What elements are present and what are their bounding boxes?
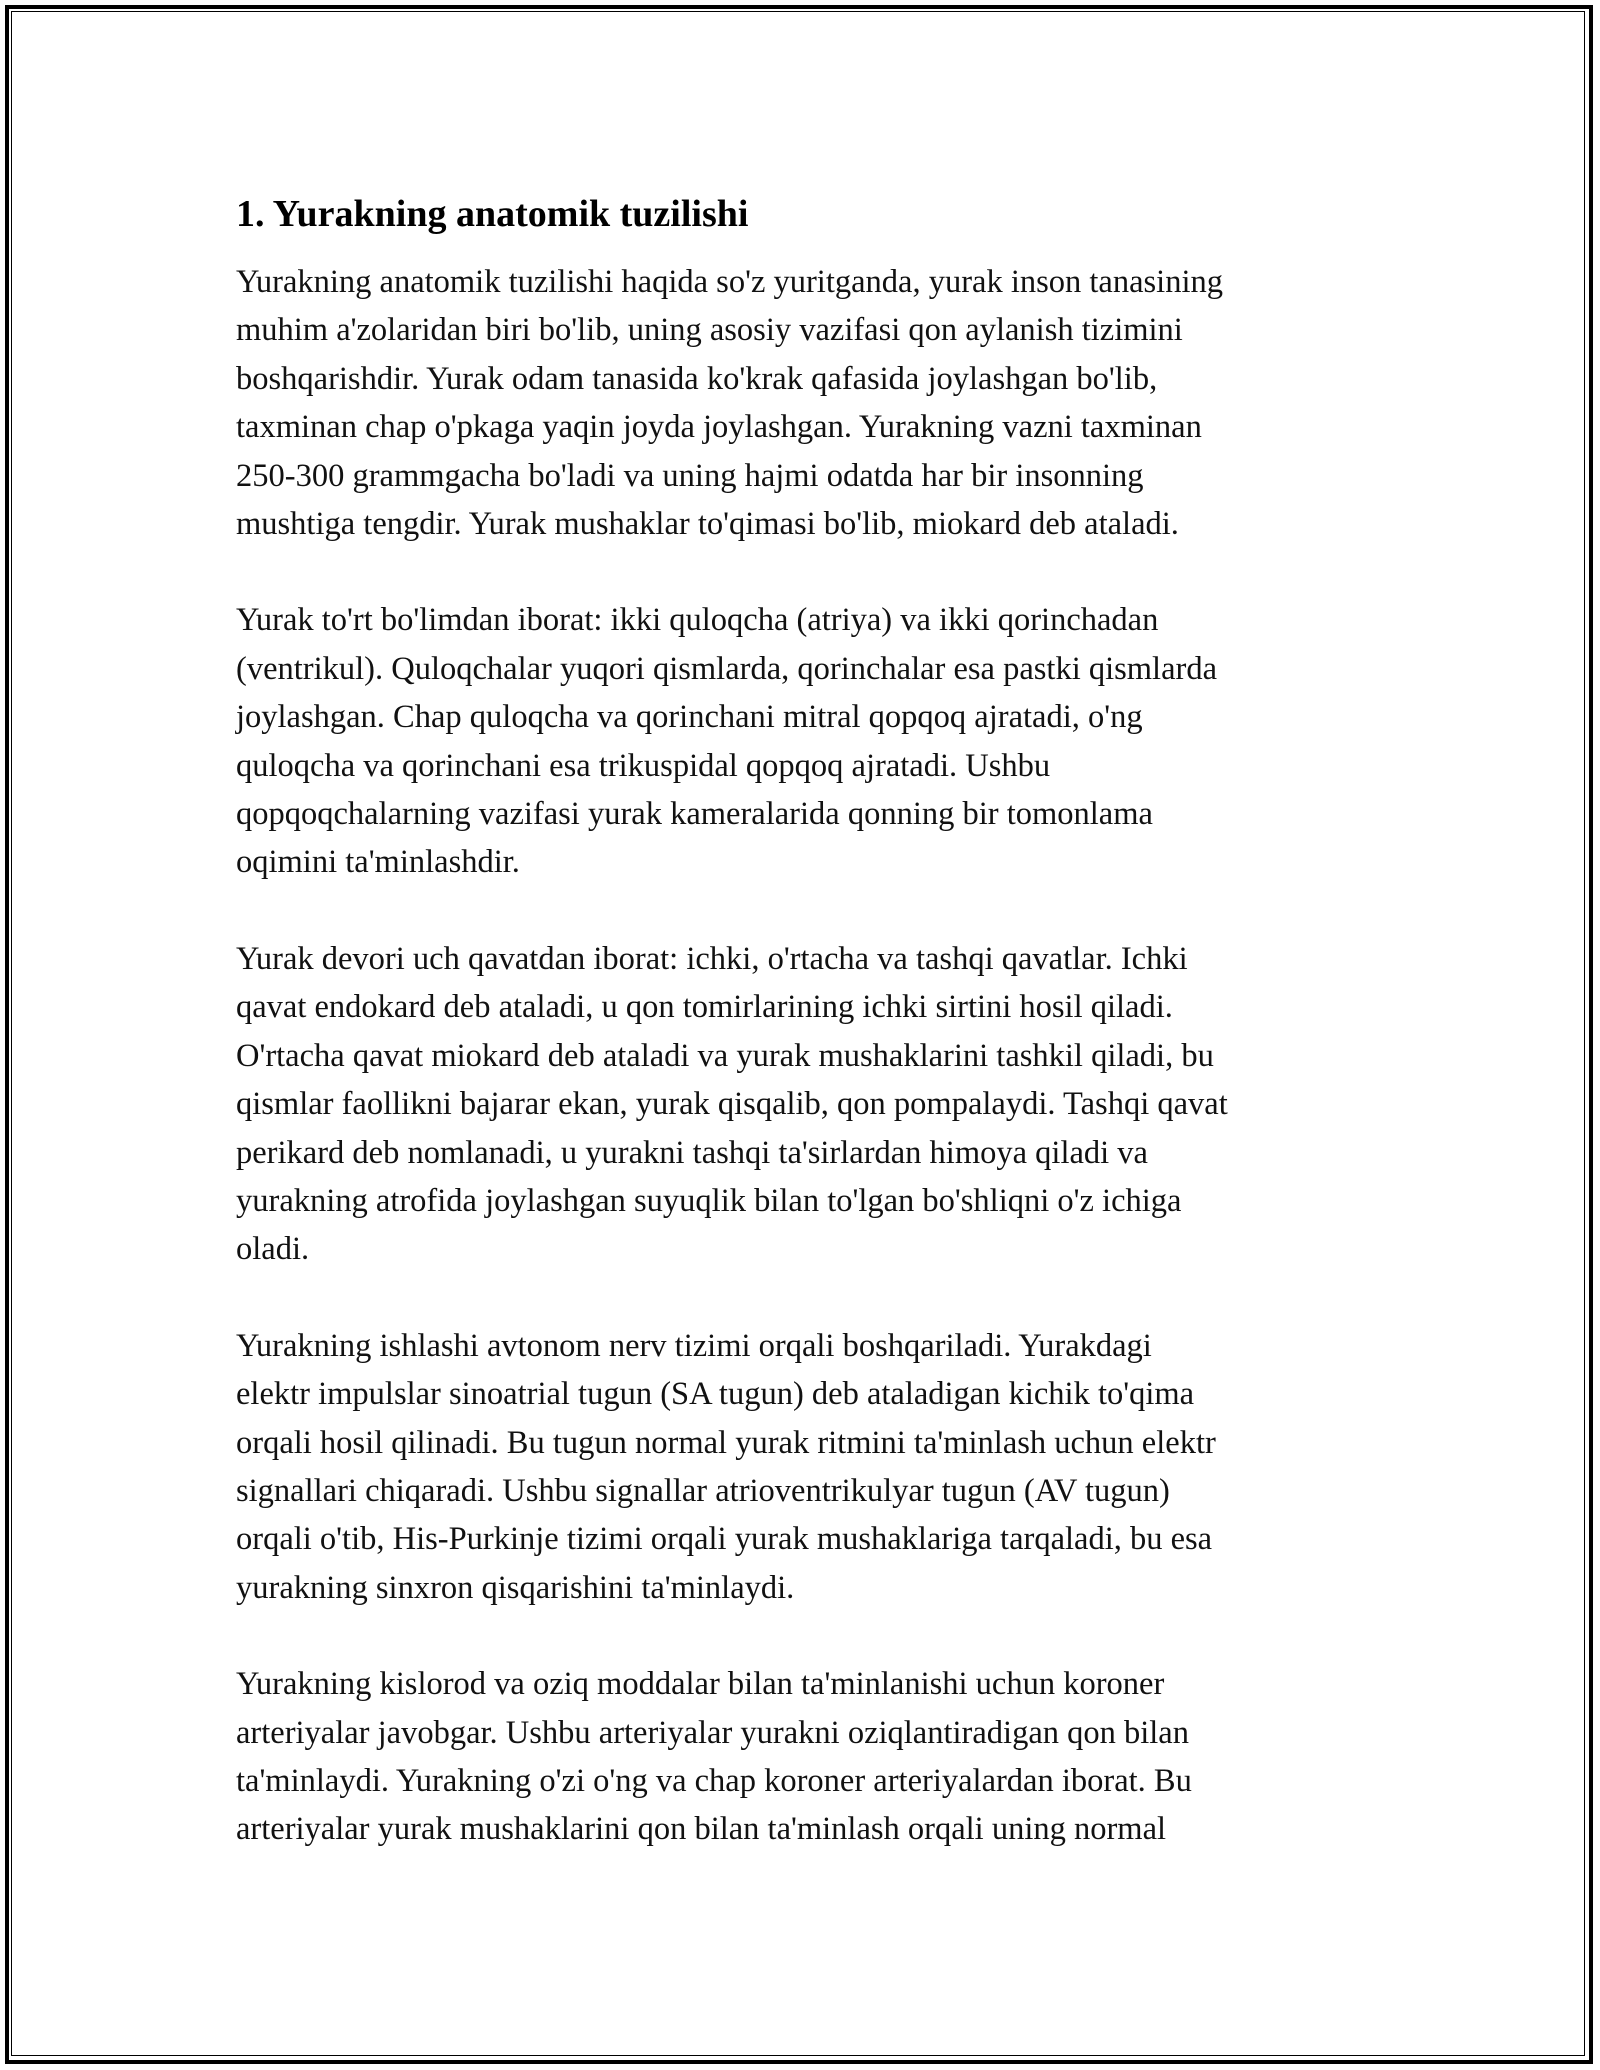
- text-line: muhim a'zolaridan biri bo'lib, uning asosiy vazifasi qon aylanish tizimini: [236, 312, 1183, 349]
- text-line: boshqarishdir. Yurak odam tanasida ko'krak qafasida joylashgan bo'lib,: [236, 360, 1158, 397]
- text-line: arteriyalar yurak mushaklarini qon bilan ta'minlash orqali uning normal: [236, 1811, 1167, 1848]
- paragraph-2: [236, 596, 1376, 886]
- text-line: 250-300 grammgacha bo'ladi va uning hajmi odatda har bir insonning: [236, 457, 1144, 494]
- text-line: qopqoqchalarning vazifasi yurak kameralarida qonning bir tomonlama: [236, 796, 1153, 833]
- paragraph-4: [236, 1322, 1376, 1612]
- text-line: perikard deb nomlanadi, u yurakni tashqi ta'sirlardan himoya qiladi va: [236, 1134, 1148, 1171]
- text-line: signallari chiqaradi. Ushbu signallar atrioventrikulyar tugun (AV tugun): [236, 1472, 1170, 1509]
- text-line: Yurakning kislorod va oziq moddalar bilan ta'minlanishi uchun koroner: [236, 1666, 1165, 1703]
- text-line: arteriyalar javobgar. Ushbu arteriyalar yurakni oziqlantiradigan qon bilan: [236, 1714, 1189, 1751]
- text-line: qismlar faollikni bajarar ekan, yurak qisqalib, qon pompalaydi. Tashqi qavat: [236, 1086, 1228, 1123]
- text-line: O'rtacha qavat miokard deb ataladi va yurak mushaklarini tashkil qiladi, bu: [236, 1037, 1214, 1074]
- section-heading: 1. Yurakning anatomik tuzilishi: [236, 193, 749, 235]
- paragraph-5: [236, 1660, 1376, 1854]
- text-line: (ventrikul). Quloqchalar yuqori qismlarda, qorinchalar esa pastki qismlarda: [236, 650, 1218, 687]
- text-line: Yurakning anatomik tuzilishi haqida so'z yuritganda, yurak inson tanasining: [236, 264, 1223, 300]
- paragraph-3: [236, 935, 1376, 1274]
- text-line: Yurakning ishlashi avtonom nerv tizimi orqali boshqariladi. Yurakdagi: [236, 1327, 1152, 1364]
- text-line: joylashgan. Chap quloqcha va qorinchani mitral qopqoq ajratadi, o'ng: [236, 699, 1143, 736]
- text-line: Yurak devori uch qavatdan iborat: ichki, o'rtacha va tashqi qavatlar. Ichki: [236, 940, 1188, 977]
- text-line: mushtiga tengdir. Yurak mushaklar to'qimasi bo'lib, miokard deb ataladi.: [236, 506, 1179, 543]
- text-line: qavat endokard deb ataladi, u qon tomirlarining ichki sirtini hosil qiladi.: [236, 989, 1173, 1026]
- text-line: taxminan chap o'pkaga yaqin joyda joylashgan. Yurakning vazni taxminan: [236, 409, 1202, 446]
- text-line: ta'minlaydi. Yurakning o'zi o'ng va chap koroner arteriyalardan iborat. Bu: [236, 1762, 1192, 1799]
- text-line: elektr impulslar sinoatrial tugun (SA tugun) deb ataladigan kichik to'qima: [236, 1376, 1195, 1413]
- text-line: oladi.: [236, 1231, 310, 1268]
- text-line: Yurak to'rt bo'limdan iborat: ikki quloqcha (atriya) va ikki qorinchadan: [236, 602, 1159, 639]
- text-line: orqali hosil qilinadi. Bu tugun normal yurak ritmini ta'minlash uchun elektr: [236, 1424, 1216, 1461]
- text-line: orqali o'tib, His-Purkinje tizimi orqali yurak mushaklariga tarqaladi, bu esa: [236, 1521, 1213, 1558]
- document-body: [236, 188, 1376, 1902]
- text-line: oqimini ta'minlashdir.: [236, 844, 520, 881]
- text-line: yurakning atrofida joylashgan suyuqlik bilan to'lgan bo'shliqni o'z ichiga: [236, 1182, 1182, 1219]
- text-line: quloqcha va qorinchani esa trikuspidal qopqoq ajratadi. Ushbu: [236, 747, 1051, 784]
- text-line: yurakning sinxron qisqarishini ta'minlaydi.: [236, 1569, 795, 1606]
- paragraph-1: [236, 258, 1376, 548]
